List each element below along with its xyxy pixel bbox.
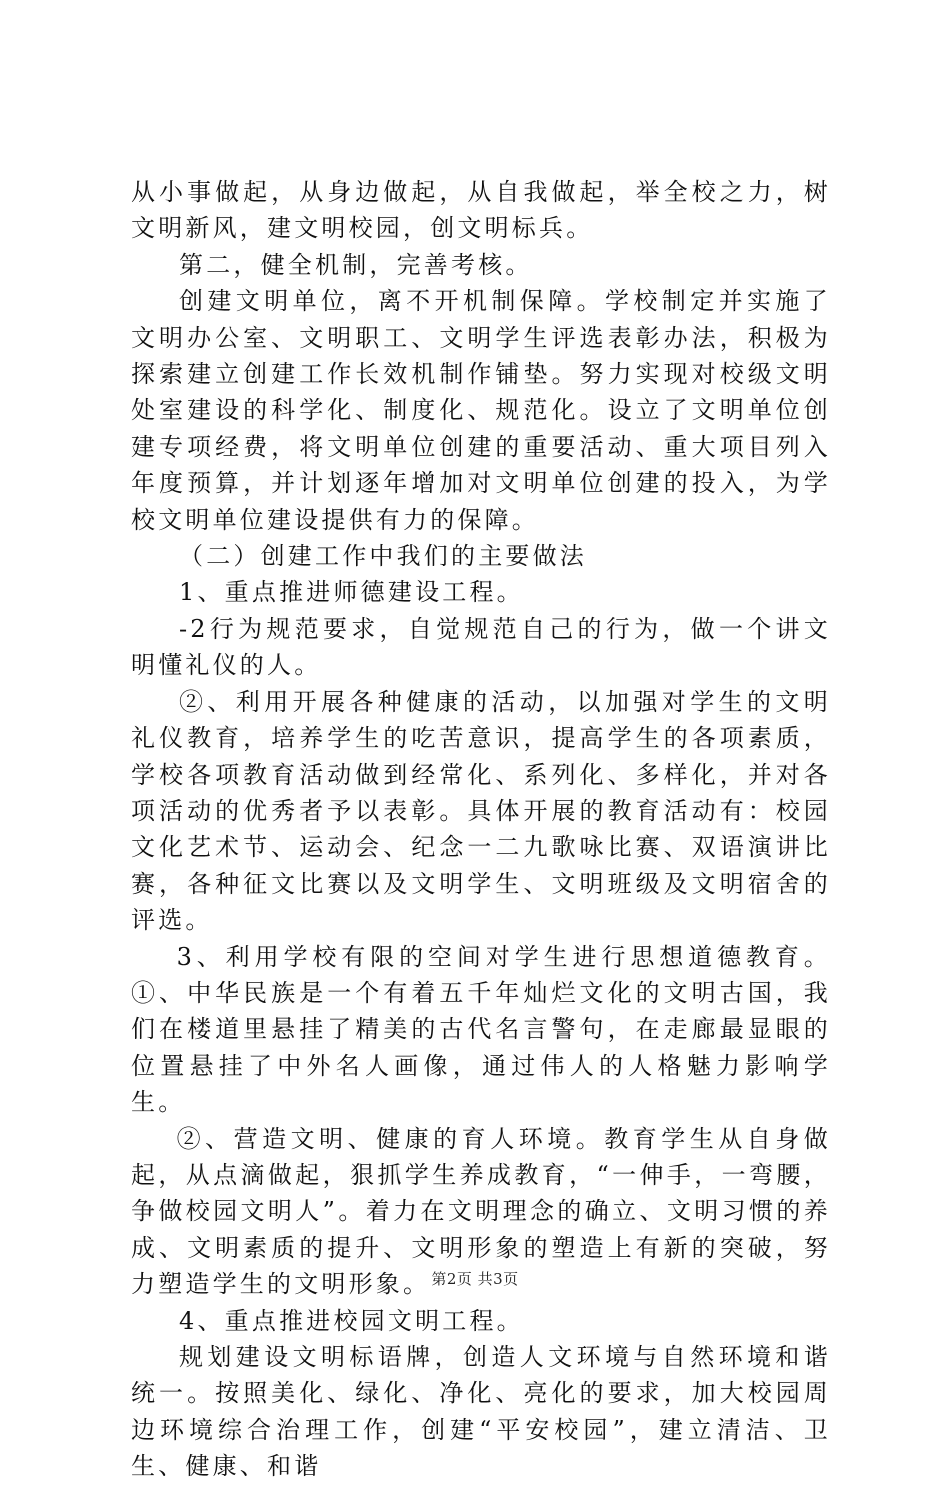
paragraph-2: 第二，健全机制，完善考核。 <box>179 250 533 279</box>
paragraph-1: 从小事做起，从身边做起，从自我做起，举全校之力，树文明新风，建文明校园，创文明标兵。 <box>131 178 831 243</box>
paragraph-5: 1、重点推进师德建设工程。 <box>179 578 524 607</box>
paragraph-9: ②、营造文明、健康的育人环境。教育学生从自身做起，从点滴做起，狠抓学生养成教育，“一伸手，一弯腰，争做校园文明人”。着力在文明理念的确立、文明习惯的养成、文明素质的提升、文明形象的塑造上有新的突破，努力塑造学生的文明形象。 <box>131 1124 831 1299</box>
section-heading: （二）创建工作中我们的主要做法 <box>179 542 587 571</box>
paragraph-3: 创建文明单位，离不开机制保障。学校制定并实施了文明办公室、文明职工、文明学生评选表彰办法，积极为探索建立创建工作长效机制作铺垫。努力实现对校级文明处室建设的科学化、制度化、规范化。设立了文明单位创建专项经费，将文明单位创建的重要活动、重大项目列入年度预算，并计划逐年增加对文明单位创建的投入，为学校文明单位建设提供有力的保障。 <box>131 287 831 534</box>
paragraph-10: 4、重点推进校园文明工程。 <box>179 1306 524 1335</box>
paragraph-6: -2行为规范要求，自觉规范自己的行为，做一个讲文明懂礼仪的人。 <box>131 614 831 680</box>
paragraph-11: 规划建设文明标语牌，创造人文环境与自然环境和谐统一。按照美化、绿化、净化、亮化的要求，加大校园周边环境综合治理工作，创建“平安校园”，建立清洁、卫生、健康、和谐 <box>131 1343 831 1481</box>
paragraph-7: ②、利用开展各种健康的活动，以加强对学生的文明礼仪教育，培养学生的吃苦意识，提高学生的各项素质，学校各项教育活动做到经常化、系列化、多样化，并对各项活动的优秀者予以表彰。具体开展的教育活动有：校园文化艺术节、运动会、纪念一二九歌咏比赛、双语演讲比赛，各种征文比赛以及文明学生、文明班级及文明宿舍的评选。 <box>131 687 831 935</box>
page-number: 第2页 共3页 <box>431 1270 519 1288</box>
paragraph-8: 3、利用学校有限的空间对学生进行思想道德教育。①、中华民族是一个有着五千年灿烂文化的文明古国，我们在楼道里悬挂了精美的古代名言警句，在走廊最显眼的位置悬挂了中外名人画像，通过伟人的人格魅力影响学生。 <box>131 942 831 1117</box>
